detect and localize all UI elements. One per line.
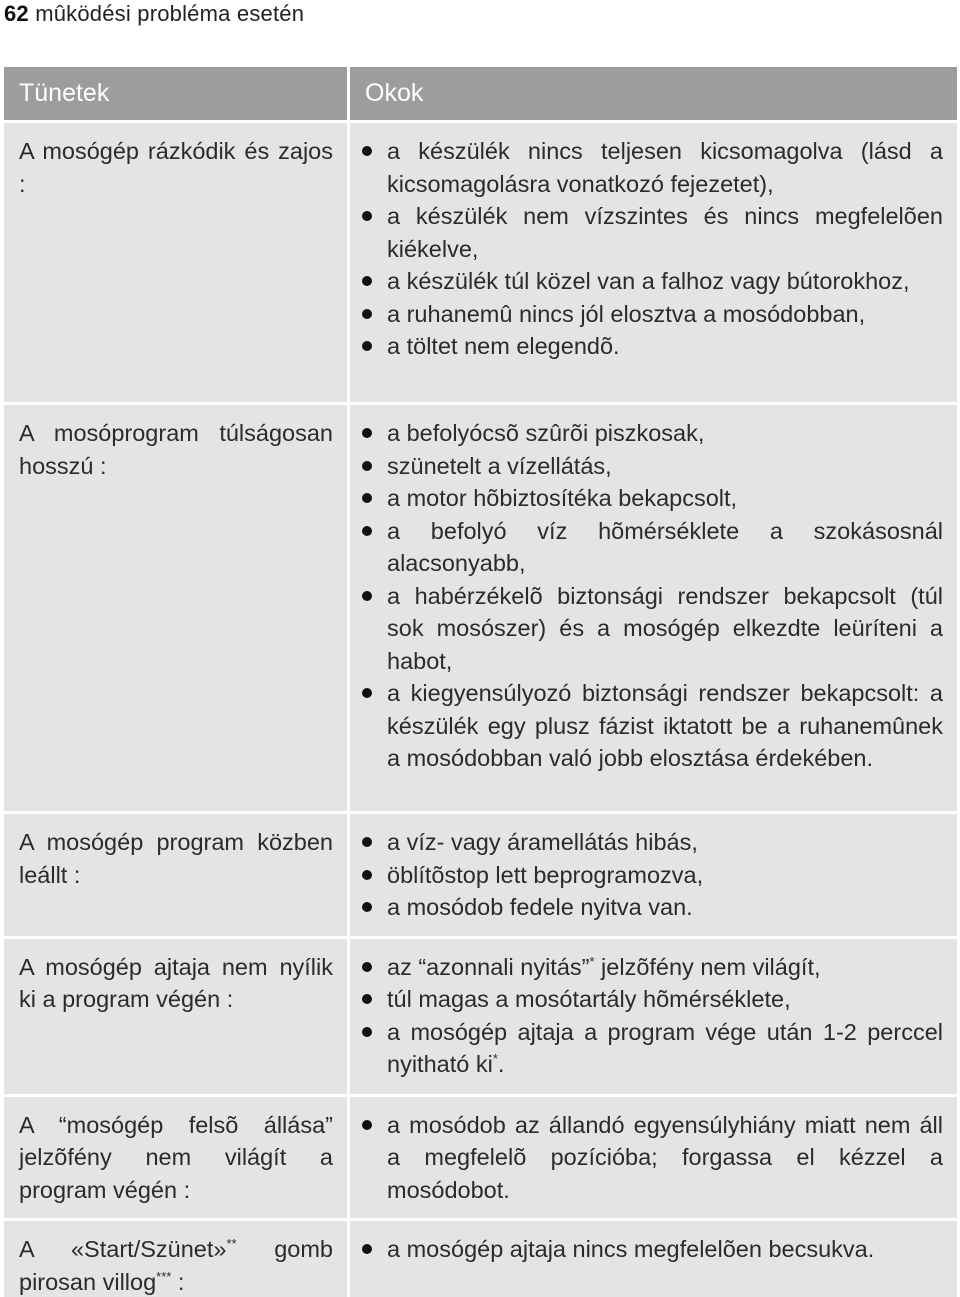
cause-text: a habérzékelõ biztonsági rendszer bekapcsolt (túl sok mosószer) és a mosógép elkezdte leüríteni a habot, xyxy=(387,582,943,674)
symptom-text: A mosógép rázkódik és zajos : xyxy=(19,138,333,197)
column-header-causes: Okok xyxy=(350,67,957,123)
symptom-cell xyxy=(4,939,350,1097)
list-item xyxy=(387,200,943,265)
symptom-text: A mosógép program közben leállt : xyxy=(19,829,333,888)
causes-list xyxy=(350,417,957,775)
page-title: mûködési probléma esetén xyxy=(35,1,305,26)
cause-text: a készülék nem vízszintes és nincs megfelelõen kiékelve, xyxy=(387,203,943,262)
bullet-icon xyxy=(362,688,372,698)
table-row xyxy=(4,939,957,1097)
list-item xyxy=(387,330,943,363)
cause-text: a mosódob az állandó egyensúlyhiány miatt nem áll a megfelelõ pozícióba; forgassa el kézzel a mosódobot. xyxy=(387,1111,943,1203)
list-item xyxy=(387,826,943,859)
cause-text: szünetelt a vízellátás, xyxy=(387,452,612,479)
list-item xyxy=(387,859,943,892)
bullet-icon xyxy=(362,1244,372,1254)
cause-text: a mosógép ajtaja a program vége után 1-2 perccel nyitható ki*. xyxy=(387,1018,943,1077)
list-item xyxy=(387,1233,943,1266)
cause-text: a készülék nincs teljesen kicsomagolva (lásd a kicsomagolásra vonatkozó fejezetet), xyxy=(387,138,943,197)
table-row xyxy=(4,1221,957,1297)
table-header-row xyxy=(4,67,957,123)
table-row xyxy=(4,405,957,814)
bullet-icon xyxy=(362,428,372,438)
bullet-icon xyxy=(362,962,372,972)
bullet-icon xyxy=(362,902,372,912)
cause-text: a mosógép ajtaja nincs megfelelõen becsukva. xyxy=(387,1236,875,1262)
causes-cell xyxy=(350,1221,957,1297)
list-item xyxy=(387,677,943,775)
bullet-icon xyxy=(362,341,372,351)
symptom-cell xyxy=(4,1097,350,1222)
cause-text: a kiegyensúlyozó biztonsági rendszer bekapcsolt: a készülék egy plusz fázist iktatott be a ruhanemûnek a mosódobban való jobb elosztása érdekében. xyxy=(387,680,943,771)
bullet-icon xyxy=(362,493,372,503)
bullet-icon xyxy=(362,870,372,880)
list-item xyxy=(387,1109,943,1207)
cause-text: öblítõstop lett beprogramozva, xyxy=(387,861,704,888)
bullet-icon xyxy=(362,276,372,286)
list-item xyxy=(387,298,943,331)
cause-text: a ruhanemû nincs jól elosztva a mosódobban, xyxy=(387,300,866,327)
bullet-icon xyxy=(362,837,372,847)
cause-text: a töltet nem elegendõ. xyxy=(387,333,620,359)
causes-cell xyxy=(350,123,957,405)
bullet-icon xyxy=(362,591,372,601)
cause-text: az “azonnali nyitás”* jelzõfény nem világít, xyxy=(387,953,821,980)
list-item xyxy=(387,515,943,580)
list-item xyxy=(387,417,943,450)
symptom-cell xyxy=(4,814,350,939)
symptom-cell xyxy=(4,1221,350,1297)
cause-text: a víz- vagy áramellátás hibás, xyxy=(387,829,698,855)
list-item xyxy=(387,580,943,678)
list-item xyxy=(387,265,943,298)
page-header xyxy=(4,0,304,28)
causes-list xyxy=(350,951,957,1081)
list-item xyxy=(387,135,943,200)
symptom-cell xyxy=(4,123,350,405)
causes-list xyxy=(350,1233,957,1266)
causes-cell xyxy=(350,939,957,1097)
bullet-icon xyxy=(362,526,372,536)
cause-text: a befolyócsõ szûrõi piszkosak, xyxy=(387,420,705,446)
table-row xyxy=(4,1097,957,1222)
cause-text: túl magas a mosótartály hõmérséklete, xyxy=(387,986,791,1012)
causes-list xyxy=(350,135,957,363)
symptom-text: A «Start/Szünet»** gomb pirosan villog*** : xyxy=(19,1236,333,1295)
list-item xyxy=(387,1016,943,1081)
list-item xyxy=(387,450,943,483)
page-number: 62 xyxy=(4,1,29,26)
cause-text: a befolyó víz hõmérséklete a szokásosnál alacsonyabb, xyxy=(387,517,943,576)
cause-text: a mosódob fedele nyitva van. xyxy=(387,894,693,920)
column-header-symptoms: Tünetek xyxy=(4,67,350,123)
troubleshooting-table xyxy=(4,67,957,1297)
causes-list xyxy=(350,826,957,924)
causes-cell xyxy=(350,814,957,939)
symptom-text: A mosóprogram túlságosan hosszú : xyxy=(19,420,333,479)
cause-text: a motor hõbiztosítéka bekapcsolt, xyxy=(387,485,738,511)
symptom-text: A mosógép ajtaja nem nyílik ki a program végén : xyxy=(19,953,333,1012)
symptom-cell xyxy=(4,405,350,814)
cause-text: a készülék túl közel van a falhoz vagy bútorokhoz, xyxy=(387,268,910,294)
table-row xyxy=(4,123,957,405)
bullet-icon xyxy=(362,994,372,1004)
list-item xyxy=(387,482,943,515)
bullet-icon xyxy=(362,146,372,156)
bullet-icon xyxy=(362,1027,372,1037)
bullet-icon xyxy=(362,211,372,221)
list-item xyxy=(387,891,943,924)
causes-cell xyxy=(350,405,957,814)
bullet-icon xyxy=(362,1120,372,1130)
bullet-icon xyxy=(362,461,372,471)
causes-cell xyxy=(350,1097,957,1222)
bullet-icon xyxy=(362,309,372,319)
list-item xyxy=(387,951,943,984)
list-item xyxy=(387,983,943,1016)
table-row xyxy=(4,814,957,939)
causes-list xyxy=(350,1109,957,1207)
symptom-text: A “mosógép felsõ állása” jelzõfény nem világít a program végén : xyxy=(19,1111,333,1203)
